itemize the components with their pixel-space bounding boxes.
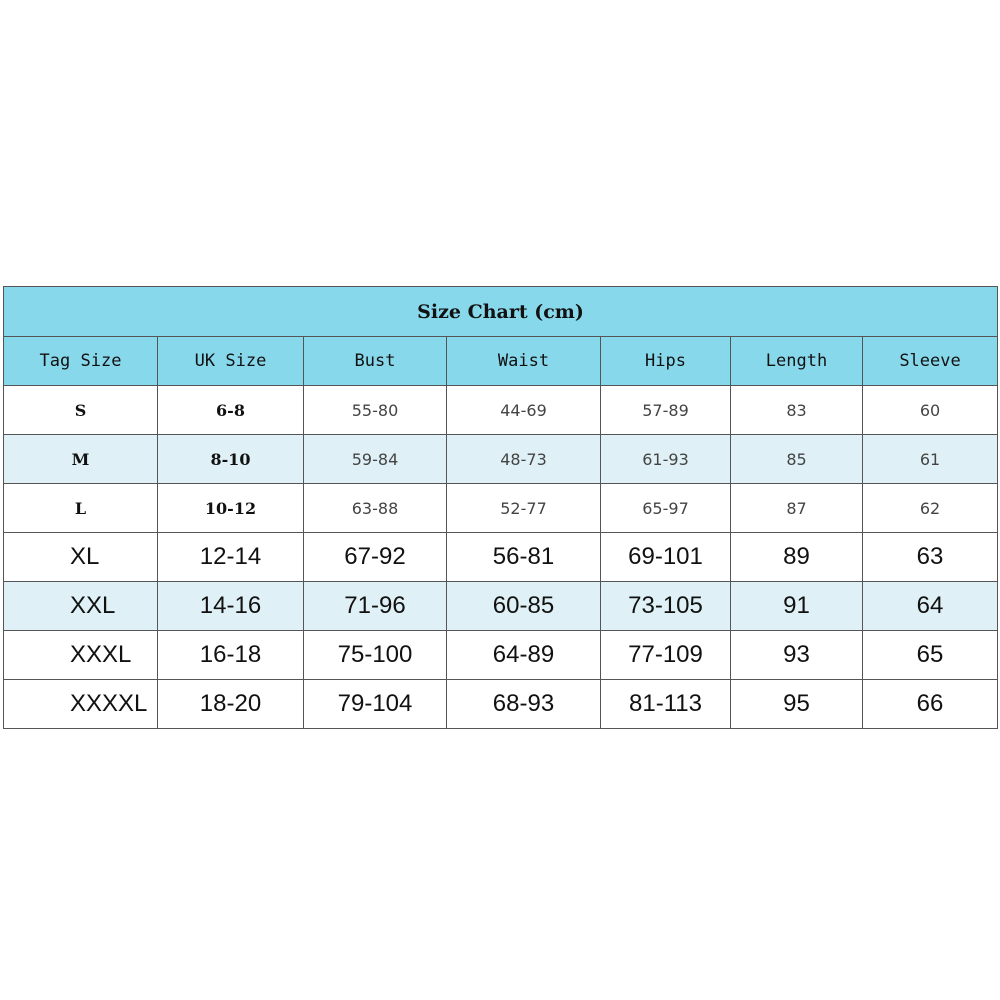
waist-cell: 44-69 — [447, 386, 601, 435]
length-cell: 95 — [731, 680, 863, 729]
tag-size-cell: XXXXL — [4, 680, 158, 729]
uk-size-cell: 18-20 — [158, 680, 304, 729]
table-row — [4, 533, 998, 582]
size-chart-table — [3, 286, 998, 729]
length-cell: 93 — [731, 631, 863, 680]
bust-cell: 71-96 — [304, 582, 447, 631]
header-sleeve: Sleeve — [863, 337, 998, 386]
waist-cell: 68-93 — [447, 680, 601, 729]
table-row — [4, 582, 998, 631]
size-chart-title: Size Chart (cm) — [4, 287, 998, 337]
sleeve-cell: 63 — [863, 533, 998, 582]
header-uk-size: UK Size — [158, 337, 304, 386]
header-tag-size: Tag Size — [4, 337, 158, 386]
hips-cell: 61-93 — [601, 435, 731, 484]
bust-cell: 59-84 — [304, 435, 447, 484]
waist-cell: 52-77 — [447, 484, 601, 533]
sleeve-cell: 64 — [863, 582, 998, 631]
bust-cell: 67-92 — [304, 533, 447, 582]
header-length: Length — [731, 337, 863, 386]
header-bust: Bust — [304, 337, 447, 386]
tag-size-cell: XXXL — [4, 631, 158, 680]
sleeve-cell: 66 — [863, 680, 998, 729]
waist-cell: 64-89 — [447, 631, 601, 680]
table-row — [4, 484, 998, 533]
tag-size-cell: S — [4, 386, 158, 435]
tag-size-cell: L — [4, 484, 158, 533]
table-row — [4, 680, 998, 729]
hips-cell: 57-89 — [601, 386, 731, 435]
hips-cell: 73-105 — [601, 582, 731, 631]
waist-cell: 60-85 — [447, 582, 601, 631]
sleeve-cell: 61 — [863, 435, 998, 484]
uk-size-cell: 16-18 — [158, 631, 304, 680]
uk-size-cell: 14-16 — [158, 582, 304, 631]
bust-cell: 79-104 — [304, 680, 447, 729]
sleeve-cell: 62 — [863, 484, 998, 533]
bust-cell: 55-80 — [304, 386, 447, 435]
table-row — [4, 435, 998, 484]
tag-size-cell: M — [4, 435, 158, 484]
uk-size-cell: 8-10 — [158, 435, 304, 484]
uk-size-cell: 12-14 — [158, 533, 304, 582]
sleeve-cell: 60 — [863, 386, 998, 435]
length-cell: 85 — [731, 435, 863, 484]
length-cell: 83 — [731, 386, 863, 435]
title-row — [4, 287, 998, 337]
bust-cell: 75-100 — [304, 631, 447, 680]
hips-cell: 77-109 — [601, 631, 731, 680]
uk-size-cell: 10-12 — [158, 484, 304, 533]
header-row — [4, 337, 998, 386]
bust-cell: 63-88 — [304, 484, 447, 533]
hips-cell: 69-101 — [601, 533, 731, 582]
length-cell: 87 — [731, 484, 863, 533]
header-hips: Hips — [601, 337, 731, 386]
waist-cell: 56-81 — [447, 533, 601, 582]
length-cell: 89 — [731, 533, 863, 582]
hips-cell: 81-113 — [601, 680, 731, 729]
header-waist: Waist — [447, 337, 601, 386]
tag-size-cell: XXL — [4, 582, 158, 631]
length-cell: 91 — [731, 582, 863, 631]
waist-cell: 48-73 — [447, 435, 601, 484]
sleeve-cell: 65 — [863, 631, 998, 680]
hips-cell: 65-97 — [601, 484, 731, 533]
uk-size-cell: 6-8 — [158, 386, 304, 435]
table-row — [4, 631, 998, 680]
tag-size-cell: XL — [4, 533, 158, 582]
table-row — [4, 386, 998, 435]
